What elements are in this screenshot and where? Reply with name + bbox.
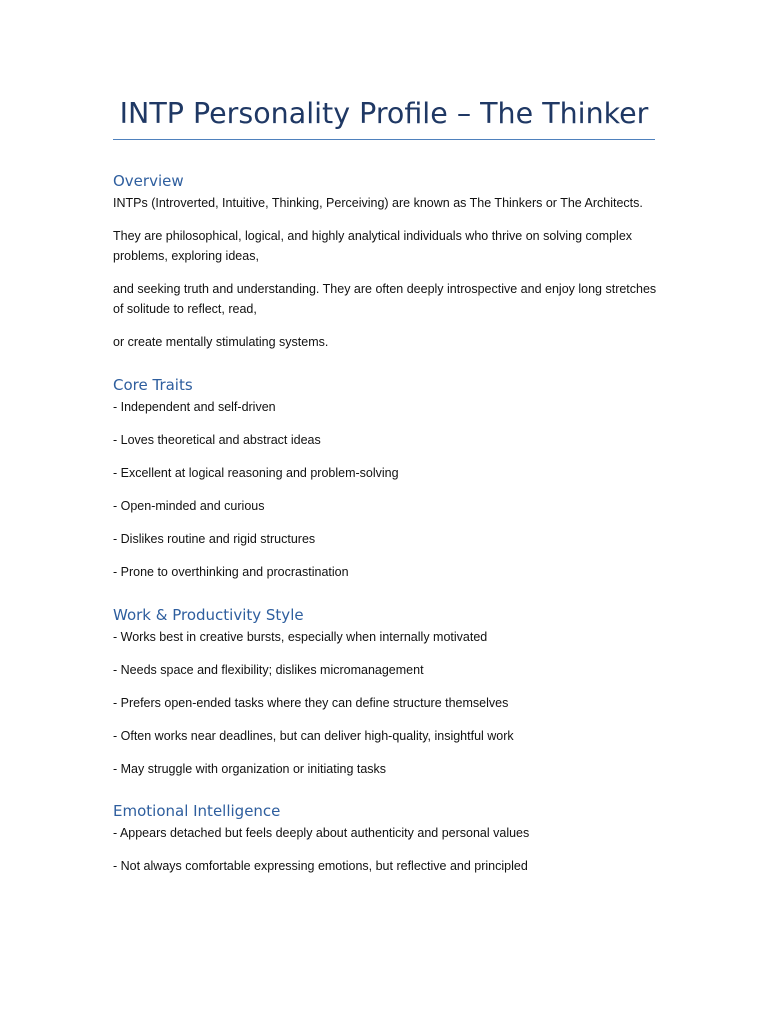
section-heading: Emotional Intelligence (113, 802, 281, 820)
paragraph: or create mentally stimulating systems. (113, 335, 329, 349)
section-emotional-intelligence (113, 800, 658, 876)
list-item: - Works best in creative bursts, especially when internally motivated (113, 630, 488, 644)
list-item: - Appears detached but feels deeply about authenticity and personal values (113, 826, 530, 840)
list-item: - Open-minded and curious (113, 499, 265, 513)
section-work-productivity (113, 604, 658, 779)
paragraph: They are philosophical, logical, and highly analytical individuals who thrive on solving complex problems, exploring ideas, (113, 229, 633, 263)
list-item: - Often works near deadlines, but can deliver high-quality, insightful work (113, 729, 514, 743)
list-item: - Needs space and flexibility; dislikes micromanagement (113, 663, 424, 677)
list-item: - May struggle with organization or initiating tasks (113, 762, 387, 776)
section-overview (113, 170, 658, 352)
section-heading: Work & Productivity Style (113, 606, 304, 624)
list-item: - Excellent at logical reasoning and problem-solving (113, 466, 399, 480)
list-item: - Dislikes routine and rigid structures (113, 532, 316, 546)
section-core-traits (113, 374, 658, 582)
list-item: - Prefers open-ended tasks where they can define structure themselves (113, 696, 509, 710)
section-heading: Overview (113, 172, 184, 190)
document-body (113, 170, 658, 889)
page-title: INTP Personality Profile – The Thinker (119, 97, 649, 130)
paragraph: INTPs (Introverted, Intuitive, Thinking, Perceiving) are known as The Thinkers or The Architects. (113, 196, 643, 210)
title-underline (113, 139, 655, 140)
paragraph: and seeking truth and understanding. They are often deeply introspective and enjoy long stretches of solitude to reflect, read, (113, 282, 657, 316)
list-item: - Independent and self-driven (113, 400, 276, 414)
list-item: - Loves theoretical and abstract ideas (113, 433, 321, 447)
section-heading: Core Traits (113, 376, 193, 394)
list-item: - Not always comfortable expressing emotions, but reflective and principled (113, 859, 528, 873)
list-item: - Prone to overthinking and procrastination (113, 565, 349, 579)
